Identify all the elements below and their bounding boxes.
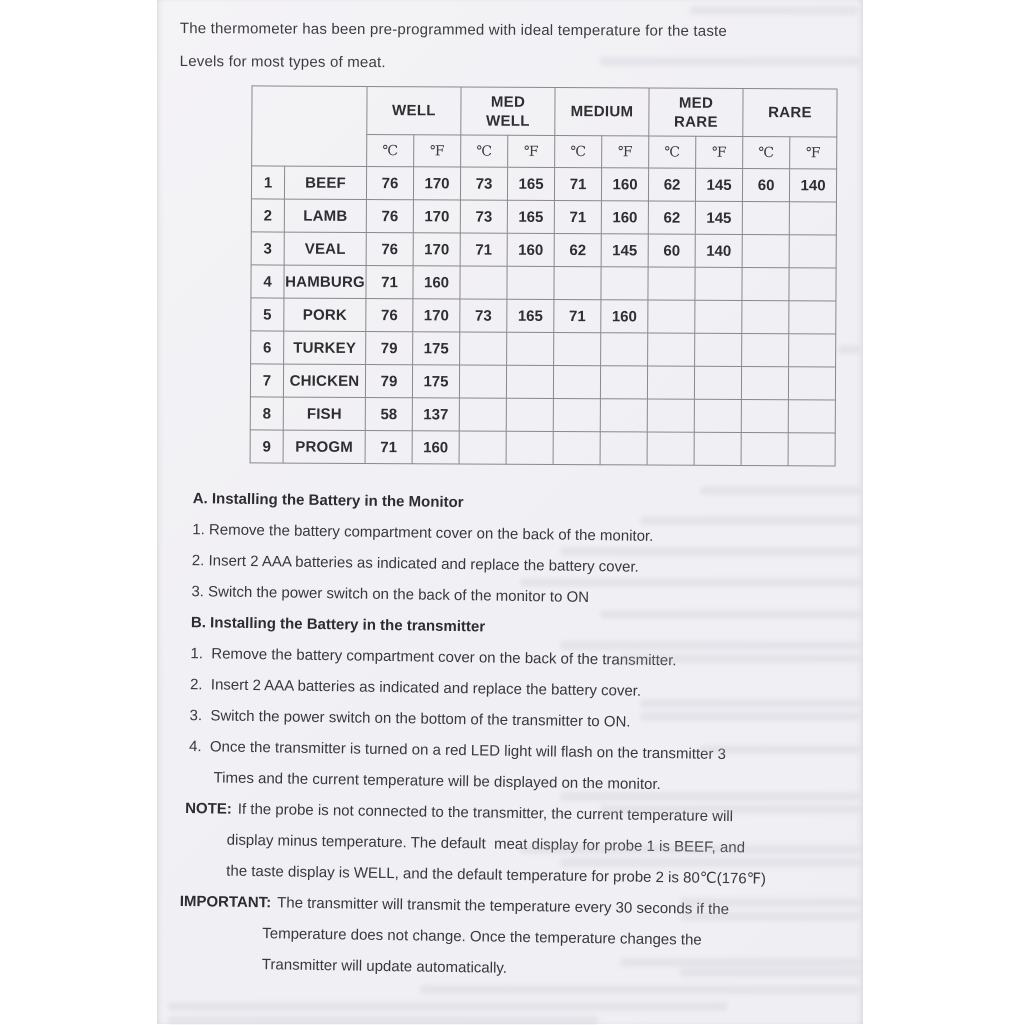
meat-name: BEEF <box>284 166 366 199</box>
temp-value <box>742 201 789 234</box>
temp-value: 145 <box>601 234 648 267</box>
meat-name: PORK <box>284 298 366 331</box>
note-line-3: the taste display is WELL, and the default temperature for probe 2 is 80℃(176℉) <box>226 862 767 888</box>
section-b-heading: B. Installing the Battery in the transmitter <box>190 614 486 636</box>
temp-value <box>789 301 836 334</box>
temp-value <box>788 433 835 466</box>
section-b-step-2: 2. Insert 2 AAA batteries as indicated and replace the battery cover. <box>189 676 642 700</box>
temp-value: 175 <box>412 365 459 398</box>
temp-value <box>553 398 600 431</box>
corner-cell <box>252 86 367 167</box>
temp-value <box>600 366 647 399</box>
temp-value: 79 <box>366 331 413 364</box>
temp-value <box>694 399 741 432</box>
temp-value: 71 <box>365 430 412 463</box>
unit-fahrenheit-medium: ℉ <box>602 136 649 168</box>
meat-name: HAMBURG <box>284 265 366 298</box>
temp-value <box>789 334 836 367</box>
row-number: 6 <box>251 331 284 364</box>
unit-celsius-rare: ℃ <box>743 136 790 168</box>
temp-value <box>600 399 647 432</box>
temp-value <box>741 432 788 465</box>
row-number: 5 <box>251 298 284 331</box>
temp-value <box>789 202 836 235</box>
temp-value <box>459 365 506 398</box>
table-row <box>250 397 835 433</box>
instructions <box>150 483 863 989</box>
temp-value <box>694 432 741 465</box>
unit-fahrenheit-med-rare: ℉ <box>696 136 743 168</box>
taste-header-well: WELL <box>367 86 461 134</box>
temp-value: 165 <box>507 200 554 233</box>
meat-name: CHICKEN <box>283 364 365 397</box>
taste-header-med-rare: MED RARE <box>649 88 743 136</box>
temp-value <box>647 399 694 432</box>
temp-value <box>789 235 836 268</box>
temp-value: 137 <box>412 398 459 431</box>
unit-celsius-medium: ℃ <box>555 135 602 167</box>
temp-value: 170 <box>413 299 460 332</box>
meat-temperature-table <box>250 85 838 466</box>
temp-value <box>788 400 835 433</box>
temp-value: 175 <box>413 332 460 365</box>
temp-value: 160 <box>601 168 648 201</box>
meat-name: FISH <box>283 397 365 430</box>
unit-celsius-well: ℃ <box>367 134 414 166</box>
temp-value <box>600 432 647 465</box>
temp-value <box>647 432 694 465</box>
temp-value <box>741 399 788 432</box>
section-b-step-4-line-2: Times and the current temperature will be displayed on the monitor. <box>213 769 661 794</box>
temp-value: 170 <box>413 200 460 233</box>
table-row <box>251 298 836 334</box>
taste-header-rare: RARE <box>743 88 837 136</box>
important-label: IMPORTANT: <box>179 892 272 912</box>
taste-header-medium: MEDIUM <box>555 87 649 135</box>
temp-value: 71 <box>366 265 413 298</box>
unit-fahrenheit-med-well: ℉ <box>508 135 555 167</box>
temp-value <box>601 267 648 300</box>
temp-value: 76 <box>366 166 413 199</box>
temp-value <box>459 398 506 431</box>
row-number: 3 <box>251 232 284 265</box>
section-b-step-3: 3. Switch the power switch on the bottom of the transmitter to ON. <box>189 707 631 731</box>
temp-value: 160 <box>507 233 554 266</box>
important-line-3: Transmitter will update automatically. <box>261 956 508 977</box>
temp-value: 58 <box>365 397 412 430</box>
temp-value <box>694 366 741 399</box>
row-number: 4 <box>251 265 284 298</box>
row-number: 7 <box>250 364 283 397</box>
unit-celsius-med-well: ℃ <box>461 135 508 167</box>
temp-value: 160 <box>601 201 648 234</box>
temp-value <box>553 365 600 398</box>
temp-value <box>789 268 836 301</box>
meat-name: LAMB <box>284 199 366 232</box>
table-header <box>252 86 837 169</box>
taste-header-med-well: MED WELL <box>461 87 555 135</box>
unit-fahrenheit-well: ℉ <box>414 135 461 167</box>
meat-name: PROGM <box>283 430 365 463</box>
note-line-2: display minus temperature. The default meat display for probe 1 is BEEF, and <box>226 831 746 857</box>
temp-value <box>741 366 788 399</box>
temp-value <box>742 300 789 333</box>
temp-value <box>648 267 695 300</box>
temp-value <box>460 332 507 365</box>
temp-value: 73 <box>460 299 507 332</box>
temp-value <box>648 300 695 333</box>
important-text-1: The transmitter will transmit the temperature every 30 seconds if the <box>277 894 730 919</box>
meat-name: TURKEY <box>284 331 366 364</box>
temp-value <box>742 333 789 366</box>
important-line-2: Temperature does not change. Once the temperature changes the <box>262 925 702 949</box>
temp-value <box>460 266 507 299</box>
temp-value: 140 <box>790 169 837 202</box>
note-text-1: If the probe is not connected to the transmitter, the current temperature will <box>237 800 734 826</box>
temp-value: 73 <box>460 167 507 200</box>
table-row <box>251 166 836 202</box>
table-row <box>251 265 836 301</box>
temp-value: 165 <box>507 299 554 332</box>
temp-value: 76 <box>366 232 413 265</box>
temp-value: 73 <box>460 200 507 233</box>
temp-value <box>459 431 506 464</box>
temp-value: 71 <box>460 233 507 266</box>
temp-value: 71 <box>554 299 601 332</box>
table-row <box>251 232 836 268</box>
temp-value: 160 <box>412 431 459 464</box>
section-a-step-2: 2. Insert 2 AAA batteries as indicated and replace the battery cover. <box>191 552 639 576</box>
temp-value <box>507 266 554 299</box>
temp-value: 160 <box>413 266 460 299</box>
temp-value: 170 <box>413 233 460 266</box>
section-a-step-1: 1. Remove the battery compartment cover on the back of the monitor. <box>192 521 654 545</box>
temp-value <box>695 300 742 333</box>
meat-name: VEAL <box>284 232 366 265</box>
table-row <box>250 430 835 466</box>
temp-value <box>506 431 553 464</box>
temp-value: 71 <box>554 200 601 233</box>
table-row <box>251 199 836 235</box>
temp-value: 60 <box>743 168 790 201</box>
temp-value <box>507 332 554 365</box>
temp-value <box>553 431 600 464</box>
temp-value <box>506 365 553 398</box>
temp-value: 170 <box>413 167 460 200</box>
intro-line-1: The thermometer has been pre-programmed with ideal temperature for the taste <box>179 20 728 40</box>
temp-value <box>695 267 742 300</box>
temp-value: 145 <box>696 168 743 201</box>
section-a-step-3: 3. Switch the power switch on the back of the monitor to ON <box>191 583 590 606</box>
temp-value: 62 <box>554 233 601 266</box>
temp-value <box>648 333 695 366</box>
section-b-step-4-line-1: 4. Once the transmitter is turned on a red LED light will flash on the transmitter 3 <box>188 738 727 764</box>
temp-value <box>601 333 648 366</box>
table-row <box>250 364 835 400</box>
temp-value: 60 <box>648 234 695 267</box>
row-number: 9 <box>250 430 283 463</box>
temp-value: 62 <box>649 168 696 201</box>
table-row <box>251 331 836 367</box>
temp-value: 76 <box>366 199 413 232</box>
row-number: 1 <box>251 166 284 199</box>
temp-value <box>742 234 789 267</box>
section-a-heading: A. Installing the Battery in the Monitor <box>192 490 464 512</box>
temp-value: 160 <box>601 300 648 333</box>
meat-table-body <box>250 166 837 466</box>
temp-value: 165 <box>507 167 554 200</box>
temp-value <box>506 398 553 431</box>
temp-value: 62 <box>648 201 695 234</box>
temp-value: 140 <box>695 234 742 267</box>
temp-value <box>554 266 601 299</box>
temp-value: 145 <box>695 201 742 234</box>
note-label: NOTE: <box>185 800 232 818</box>
temp-value: 71 <box>554 167 601 200</box>
temp-value <box>554 332 601 365</box>
temp-value: 76 <box>366 298 413 331</box>
temp-value <box>788 367 835 400</box>
unit-celsius-med-rare: ℃ <box>649 136 696 168</box>
temp-value <box>742 267 789 300</box>
bleed-through-text-artifact <box>168 1002 728 1011</box>
unit-fahrenheit-rare: ℉ <box>790 137 837 169</box>
temp-value: 79 <box>365 364 412 397</box>
intro-line-2: Levels for most types of meat. <box>179 53 386 72</box>
temp-value <box>695 333 742 366</box>
temp-value <box>647 366 694 399</box>
row-number: 8 <box>250 397 283 430</box>
manual-page <box>157 0 863 1024</box>
section-b-step-1: 1. Remove the battery compartment cover on the back of the transmitter. <box>190 645 677 670</box>
row-number: 2 <box>251 199 284 232</box>
